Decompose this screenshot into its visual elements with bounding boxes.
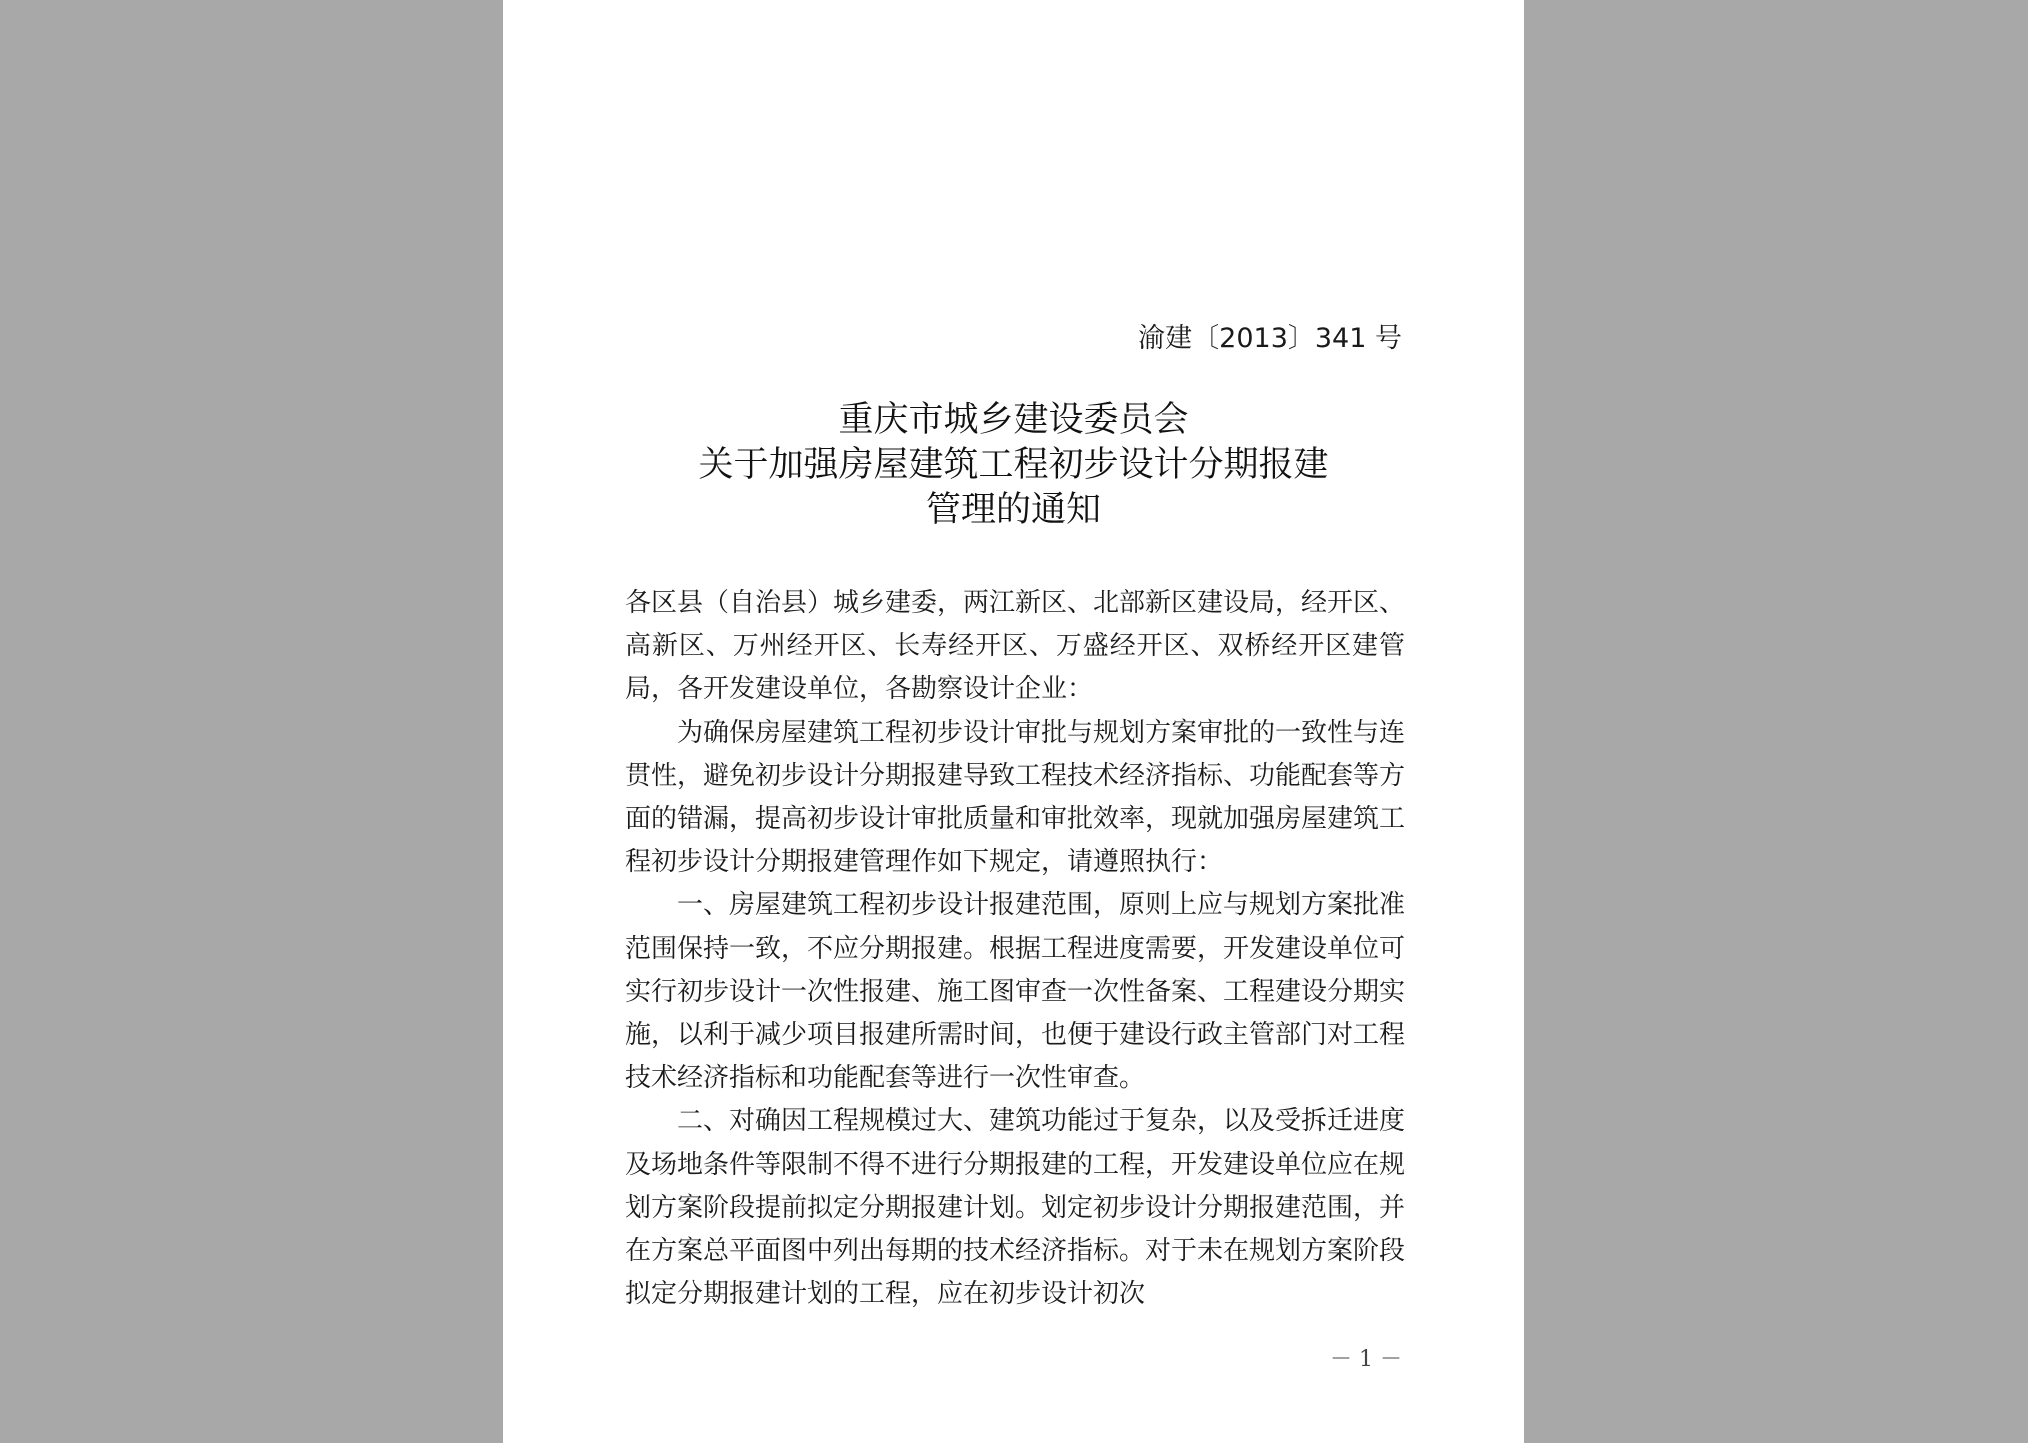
title-line-3: 管理的通知 — [925, 490, 1101, 530]
title-line-1: 重庆市城乡建设委员会 — [838, 400, 1189, 440]
paragraph-item-1: 一、房屋建筑工程初步设计报建范围，原则上应与规划方案批准范围保持一致，不应分期报建。根据工程进度需要，开发建设单位可实行初步设计一次性报建、施工图审查一次性备案、工程建设分期实施，以利于减少项目报建所需时间，也便于建设行政主管部门对工程技术经济指标和功能配套等进行一次性审查。 — [625, 890, 1406, 1094]
addressee: 各区县（自治县）城乡建委，两江新区、北部新区建设局，经开区、高新区、万州经开区、长寿经开区、万盛经开区、双桥经开区建管局，各开发建设单位，各勘察设计企业： — [625, 588, 1406, 705]
document-title — [503, 398, 1524, 533]
document-page — [503, 0, 1524, 1443]
title-line-2: 关于加强房屋建筑工程初步设计分期报建 — [698, 445, 1329, 485]
paragraph-item-2: 二、对确因工程规模过大、建筑功能过于复杂，以及受拆迁进度及场地条件等限制不得不进行分期报建的工程，开发建设单位应在规划方案阶段提前拟定分期报建计划。划定初步设计分期报建范围，并在方案总平面图中列出每期的技术经济指标。对于未在规划方案阶段拟定分期报建计划的工程，应在初步设计初次 — [625, 1106, 1406, 1310]
document-body — [625, 582, 1405, 1316]
paragraph-intro: 为确保房屋建筑工程初步设计审批与规划方案审批的一致性与连贯性，避免初步设计分期报建导致工程技术经济指标、功能配套等方面的错漏，提高初步设计审批质量和审批效率，现就加强房屋建筑工程初步设计分期报建管理作如下规定，请遵照执行： — [625, 717, 1406, 878]
document-number: 渝建〔2013〕341 号 — [1138, 323, 1402, 354]
page-number: － 1 － — [1330, 1347, 1402, 1372]
